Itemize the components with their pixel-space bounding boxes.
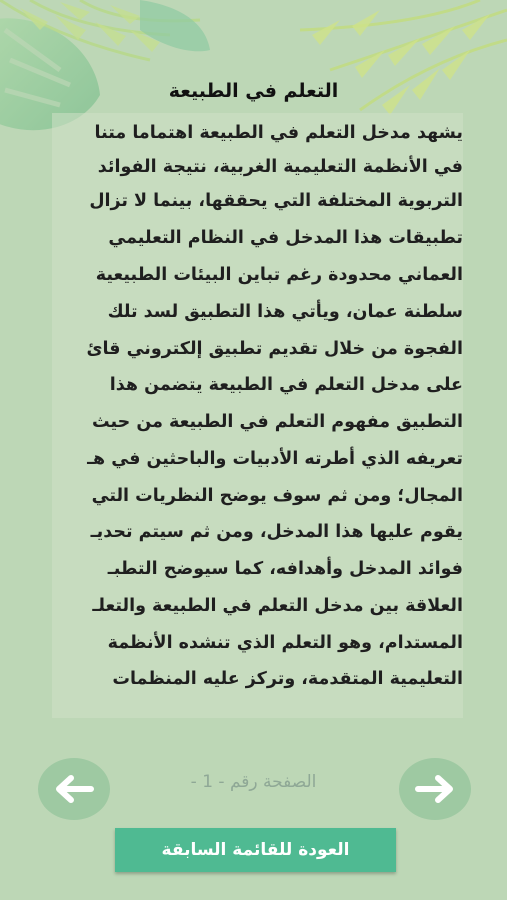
text-line: فوائد المدخل وأهدافه، كما سيوضح التطبـ [107, 559, 463, 579]
text-line: تعريفه الذي أطرته الأدبيات والباحثين في هـ [87, 449, 463, 469]
page-title: التعلم في الطبيعة [168, 80, 339, 102]
text-line: التطبيق مفهوم التعلم في الطبيعة من حيث [91, 412, 463, 432]
text-line: على مدخل التعلم في الطبيعة يتضمن هذا [109, 375, 463, 395]
text-line: يقوم عليها هذا المدخل، ومن ثم سيتم تحديـ [90, 522, 463, 542]
back-to-menu-button[interactable]: العودة للقائمة السابقة [115, 828, 396, 872]
text-line: التعليمية المتقدمة، وتركز عليه المنظمات [112, 669, 463, 689]
text-line: الفجوة من خلال تقديم تطبيق إلكتروني قائ [86, 339, 463, 359]
text-line: المستدام، وهو التعلم الذي تنشده الأنظمة [107, 633, 463, 653]
arrow-left-icon [53, 774, 95, 804]
text-line: العلاقة بين مدخل التعلم في الطبيعة والتعلـ [92, 596, 463, 616]
text-line: في الأنظمة التعليمية الغربية، نتيجة الفوائد [97, 157, 463, 177]
text-line: تطبيقات هذا المدخل في النظام التعليمي [108, 228, 463, 248]
content-text-panel [52, 113, 463, 718]
text-line: يشهد مدخل التعلم في الطبيعة اهتماما متنا [94, 123, 463, 143]
page-number-label: الصفحة رقم - 1 - [190, 772, 317, 792]
next-page-button[interactable] [399, 758, 471, 820]
text-line: التربوية المختلفة التي يحققها، بينما لا تزال [89, 191, 463, 211]
text-line: العماني محدودة رغم تباين البيئات الطبيعية [95, 265, 463, 285]
previous-page-button[interactable] [38, 758, 110, 820]
text-line: سلطنة عمان، ويأتي هذا التطبيق لسد تلك [107, 302, 463, 322]
arrow-right-icon [414, 774, 456, 804]
text-line: المجال؛ ومن ثم سوف يوضح النظريات التي [91, 486, 463, 506]
